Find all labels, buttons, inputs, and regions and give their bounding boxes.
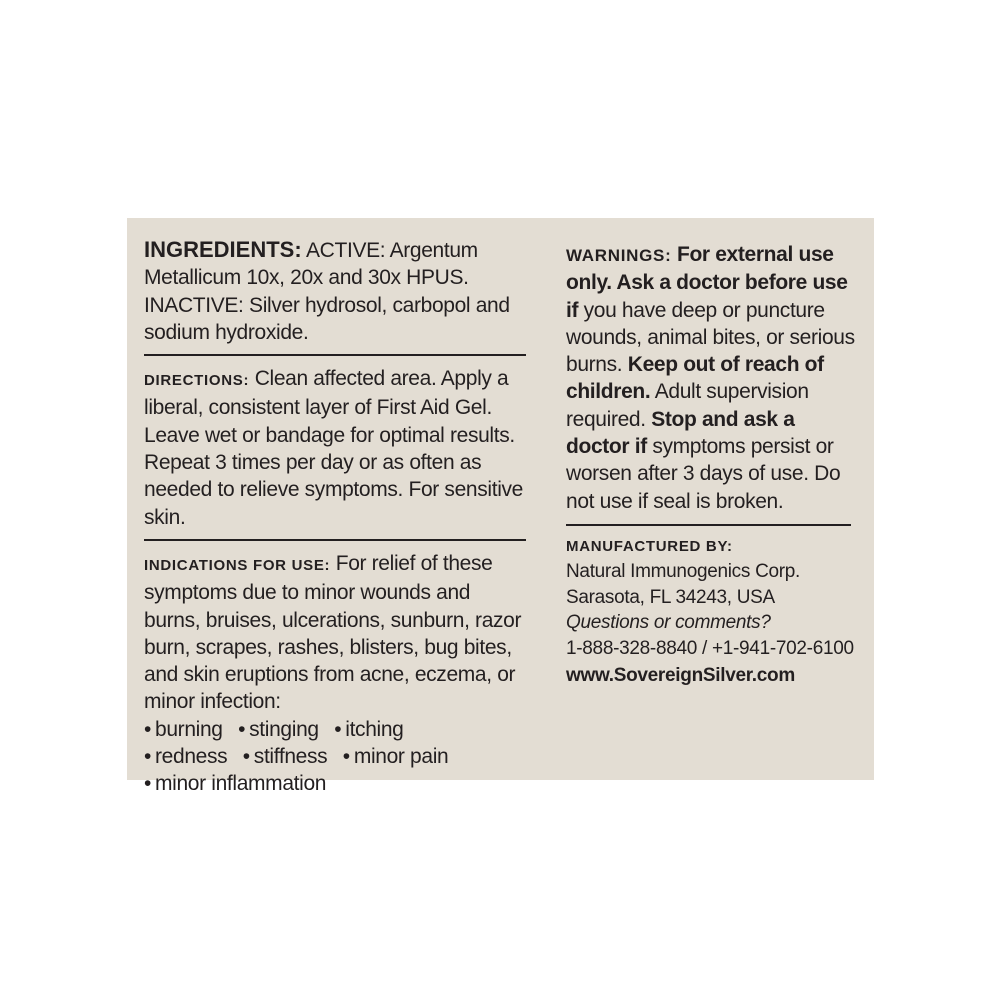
bullet-icon: • (334, 717, 342, 741)
warnings-text-3: symptoms persist or worsen after 3 days of use. Do not use if seal is broken. (566, 435, 841, 513)
divider (144, 539, 526, 541)
symptom-item: • stiffness (242, 745, 328, 769)
symptom-row (144, 743, 526, 770)
manufacturer-heading: MANUFACTURED BY: (566, 537, 733, 555)
symptom-item: • minor pain (342, 745, 449, 769)
active-ingredients: Argentum Metallicum 10x, 20x and 30x HPUS. (144, 239, 478, 290)
manufacturer-name: Natural Immunogenics Corp. (566, 561, 801, 583)
warnings-bold-2: Keep out of reach of children. (566, 353, 824, 404)
warnings-bold-1: For external use only. Ask a doctor before use if (566, 243, 848, 322)
active-label: ACTIVE: (306, 239, 386, 262)
directions-heading: DIRECTIONS: (144, 372, 250, 390)
inactive-label: INACTIVE: (144, 293, 244, 317)
phone-numbers: 1-888-328-8840 / +1-941-702-6100 (566, 637, 854, 659)
bullet-icon: • (238, 717, 246, 741)
bullet-icon: • (342, 745, 350, 769)
warnings-section (566, 241, 856, 515)
symptom-item: • redness (144, 745, 228, 769)
warnings-text-1: you have deep or puncture wounds, animal bites, or serious burns. (566, 298, 855, 377)
indications-heading: INDICATIONS FOR USE: (144, 556, 331, 574)
bullet-icon: • (144, 772, 152, 796)
indications-text: For relief of these symptoms due to minor wounds and burns, bruises, ulcerations, sunburn, razor burn, scrapes, rashes, blisters, bug bites, and skin eruptions from acne, eczema, or minor infection: (144, 551, 522, 714)
manufacturer-address: Sarasota, FL 34243, USA (566, 586, 775, 608)
warnings-bold-3: Stop and ask a doctor if (566, 407, 795, 459)
divider (566, 524, 851, 526)
symptom-item: • burning (144, 717, 223, 741)
indications-section (144, 550, 526, 798)
warnings-heading: WARNINGS: (566, 246, 672, 265)
symptom-item: • minor inflammation (144, 772, 327, 796)
ingredients-section (144, 236, 526, 346)
manufacturer-section (566, 534, 856, 689)
symptom-item: • stinging (238, 717, 319, 741)
bullet-icon: • (242, 745, 250, 769)
bullet-icon: • (144, 717, 152, 741)
left-column (144, 236, 526, 798)
symptom-row (144, 716, 526, 743)
warnings-text-2: Adult supervision required. (566, 380, 809, 431)
bullet-icon: • (144, 745, 152, 769)
right-column (566, 236, 856, 689)
ingredients-heading: INGREDIENTS: (144, 237, 302, 262)
directions-text: Clean affected area. Apply a liberal, consistent layer of First Aid Gel. Leave wet or bandage for optimal results. Repeat 3 times per day or as often as needed to relieve symptoms. For sensitive skin. (144, 367, 523, 529)
product-label (127, 218, 874, 796)
website-link: www.SovereignSilver.com (566, 665, 795, 687)
questions-text: Questions or comments? (566, 612, 771, 634)
inactive-ingredients: Silver hydrosol, carbopol and sodium hydroxide. (144, 293, 510, 344)
symptom-item: • itching (334, 717, 404, 741)
directions-section (144, 365, 526, 531)
symptom-row (144, 770, 526, 797)
divider (144, 354, 526, 356)
